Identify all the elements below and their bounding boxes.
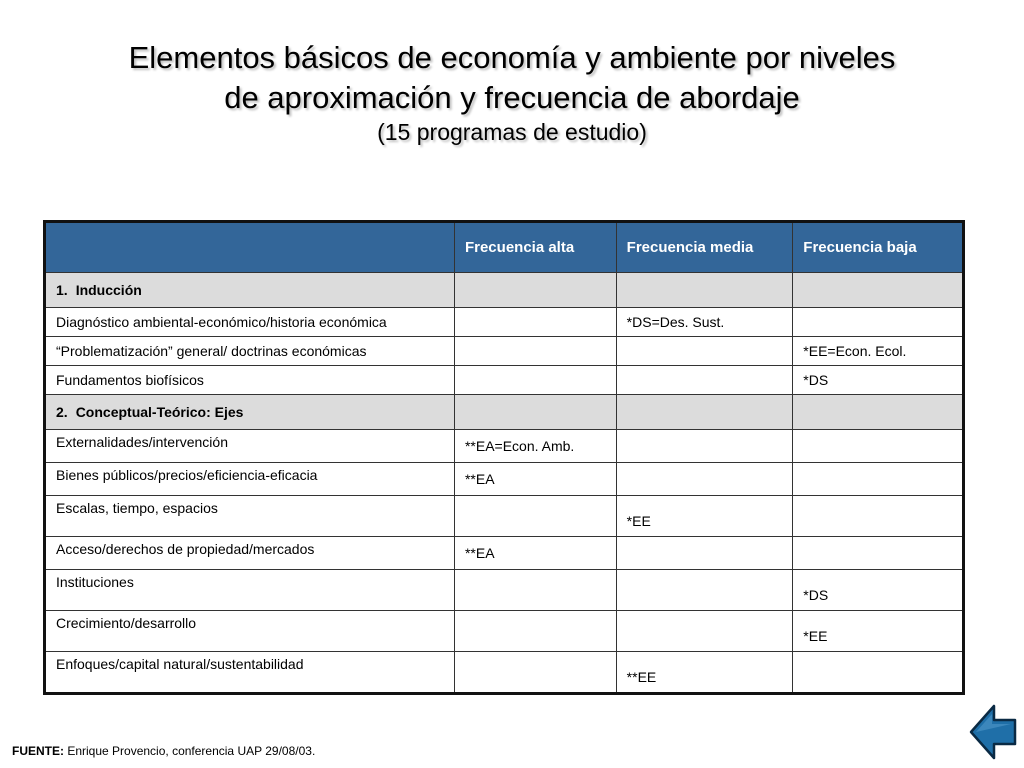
cell-baja: *EE bbox=[803, 628, 828, 644]
cell-media bbox=[627, 430, 783, 438]
source-footer bbox=[12, 744, 315, 758]
cell-baja bbox=[803, 496, 952, 513]
cell-media bbox=[616, 337, 793, 366]
row-label: Diagnóstico ambiental-económico/historia económica bbox=[45, 308, 455, 337]
cell-alta: **EA bbox=[464, 471, 495, 487]
cell-media bbox=[627, 611, 783, 628]
cell-baja: *EE=Econ. Ecol. bbox=[793, 337, 964, 366]
cell-alta bbox=[454, 308, 616, 337]
cell-alta: **EA bbox=[464, 545, 495, 561]
table-row bbox=[45, 337, 964, 366]
row-label: Bienes públicos/precios/eficiencia-eficacia bbox=[56, 467, 318, 483]
header-frecuencia-alta: Frecuencia alta bbox=[454, 222, 616, 273]
row-label: Enfoques/capital natural/sustentabilidad bbox=[56, 656, 304, 672]
page-title-line2: de aproximación y frecuencia de abordaje bbox=[224, 80, 800, 115]
cell-alta bbox=[465, 496, 606, 513]
table-row bbox=[45, 366, 964, 395]
cell-baja: *DS bbox=[803, 587, 829, 603]
cell-media bbox=[627, 463, 783, 471]
table-row bbox=[45, 537, 964, 570]
back-arrow-icon[interactable] bbox=[968, 703, 1018, 761]
footer-label: FUENTE: bbox=[12, 744, 64, 758]
header-empty bbox=[45, 222, 455, 273]
page-subtitle: (15 programas de estudio) bbox=[377, 119, 647, 145]
section-row-induccion bbox=[45, 273, 964, 308]
table-row bbox=[45, 570, 964, 611]
cell-baja bbox=[803, 652, 952, 669]
cell-baja bbox=[803, 430, 952, 438]
footer-text: Enrique Provencio, conferencia UAP 29/08/03. bbox=[67, 744, 316, 758]
cell-baja bbox=[803, 463, 952, 471]
section-name: Conceptual-Teórico: Ejes bbox=[75, 404, 244, 420]
cell-alta bbox=[454, 337, 616, 366]
cell-media bbox=[616, 366, 793, 395]
table-row bbox=[45, 652, 964, 694]
cell-baja bbox=[803, 537, 952, 545]
header-frecuencia-media: Frecuencia media bbox=[616, 222, 793, 273]
row-label: Escalas, tiempo, espacios bbox=[56, 500, 218, 516]
cell-media bbox=[627, 570, 783, 587]
row-label: Fundamentos biofísicos bbox=[45, 366, 455, 395]
row-label: “Problematización” general/ doctrinas económicas bbox=[45, 337, 455, 366]
table-header-row bbox=[45, 222, 964, 273]
header-frecuencia-baja: Frecuencia baja bbox=[793, 222, 964, 273]
page-title-line1: Elementos básicos de economía y ambiente por niveles bbox=[128, 40, 896, 75]
cell-alta bbox=[465, 611, 606, 628]
table-row bbox=[45, 611, 964, 652]
cell-alta bbox=[454, 366, 616, 395]
section-number: 2. bbox=[56, 404, 68, 420]
table-row bbox=[45, 430, 964, 463]
section-number: 1. bbox=[56, 282, 68, 298]
table-row bbox=[45, 496, 964, 537]
cell-baja bbox=[793, 308, 964, 337]
section-row-conceptual bbox=[45, 395, 964, 430]
cell-media bbox=[627, 537, 783, 545]
row-label: Acceso/derechos de propiedad/mercados bbox=[56, 541, 315, 557]
row-label: Crecimiento/desarrollo bbox=[56, 615, 197, 631]
cell-alta: **EA=Econ. Amb. bbox=[464, 438, 575, 454]
cell-media: *DS=Des. Sust. bbox=[616, 308, 793, 337]
cell-baja: *DS bbox=[793, 366, 964, 395]
cell-alta bbox=[465, 570, 606, 587]
row-label: Externalidades/intervención bbox=[56, 434, 228, 450]
table-row bbox=[45, 463, 964, 496]
title-block bbox=[0, 38, 1024, 146]
cell-media: **EE bbox=[626, 669, 657, 685]
table-row bbox=[45, 308, 964, 337]
cell-media: *EE bbox=[626, 513, 651, 529]
cell-alta bbox=[465, 652, 606, 669]
frequency-table bbox=[43, 220, 965, 695]
row-label: Instituciones bbox=[56, 574, 134, 590]
section-name: Inducción bbox=[75, 282, 142, 298]
